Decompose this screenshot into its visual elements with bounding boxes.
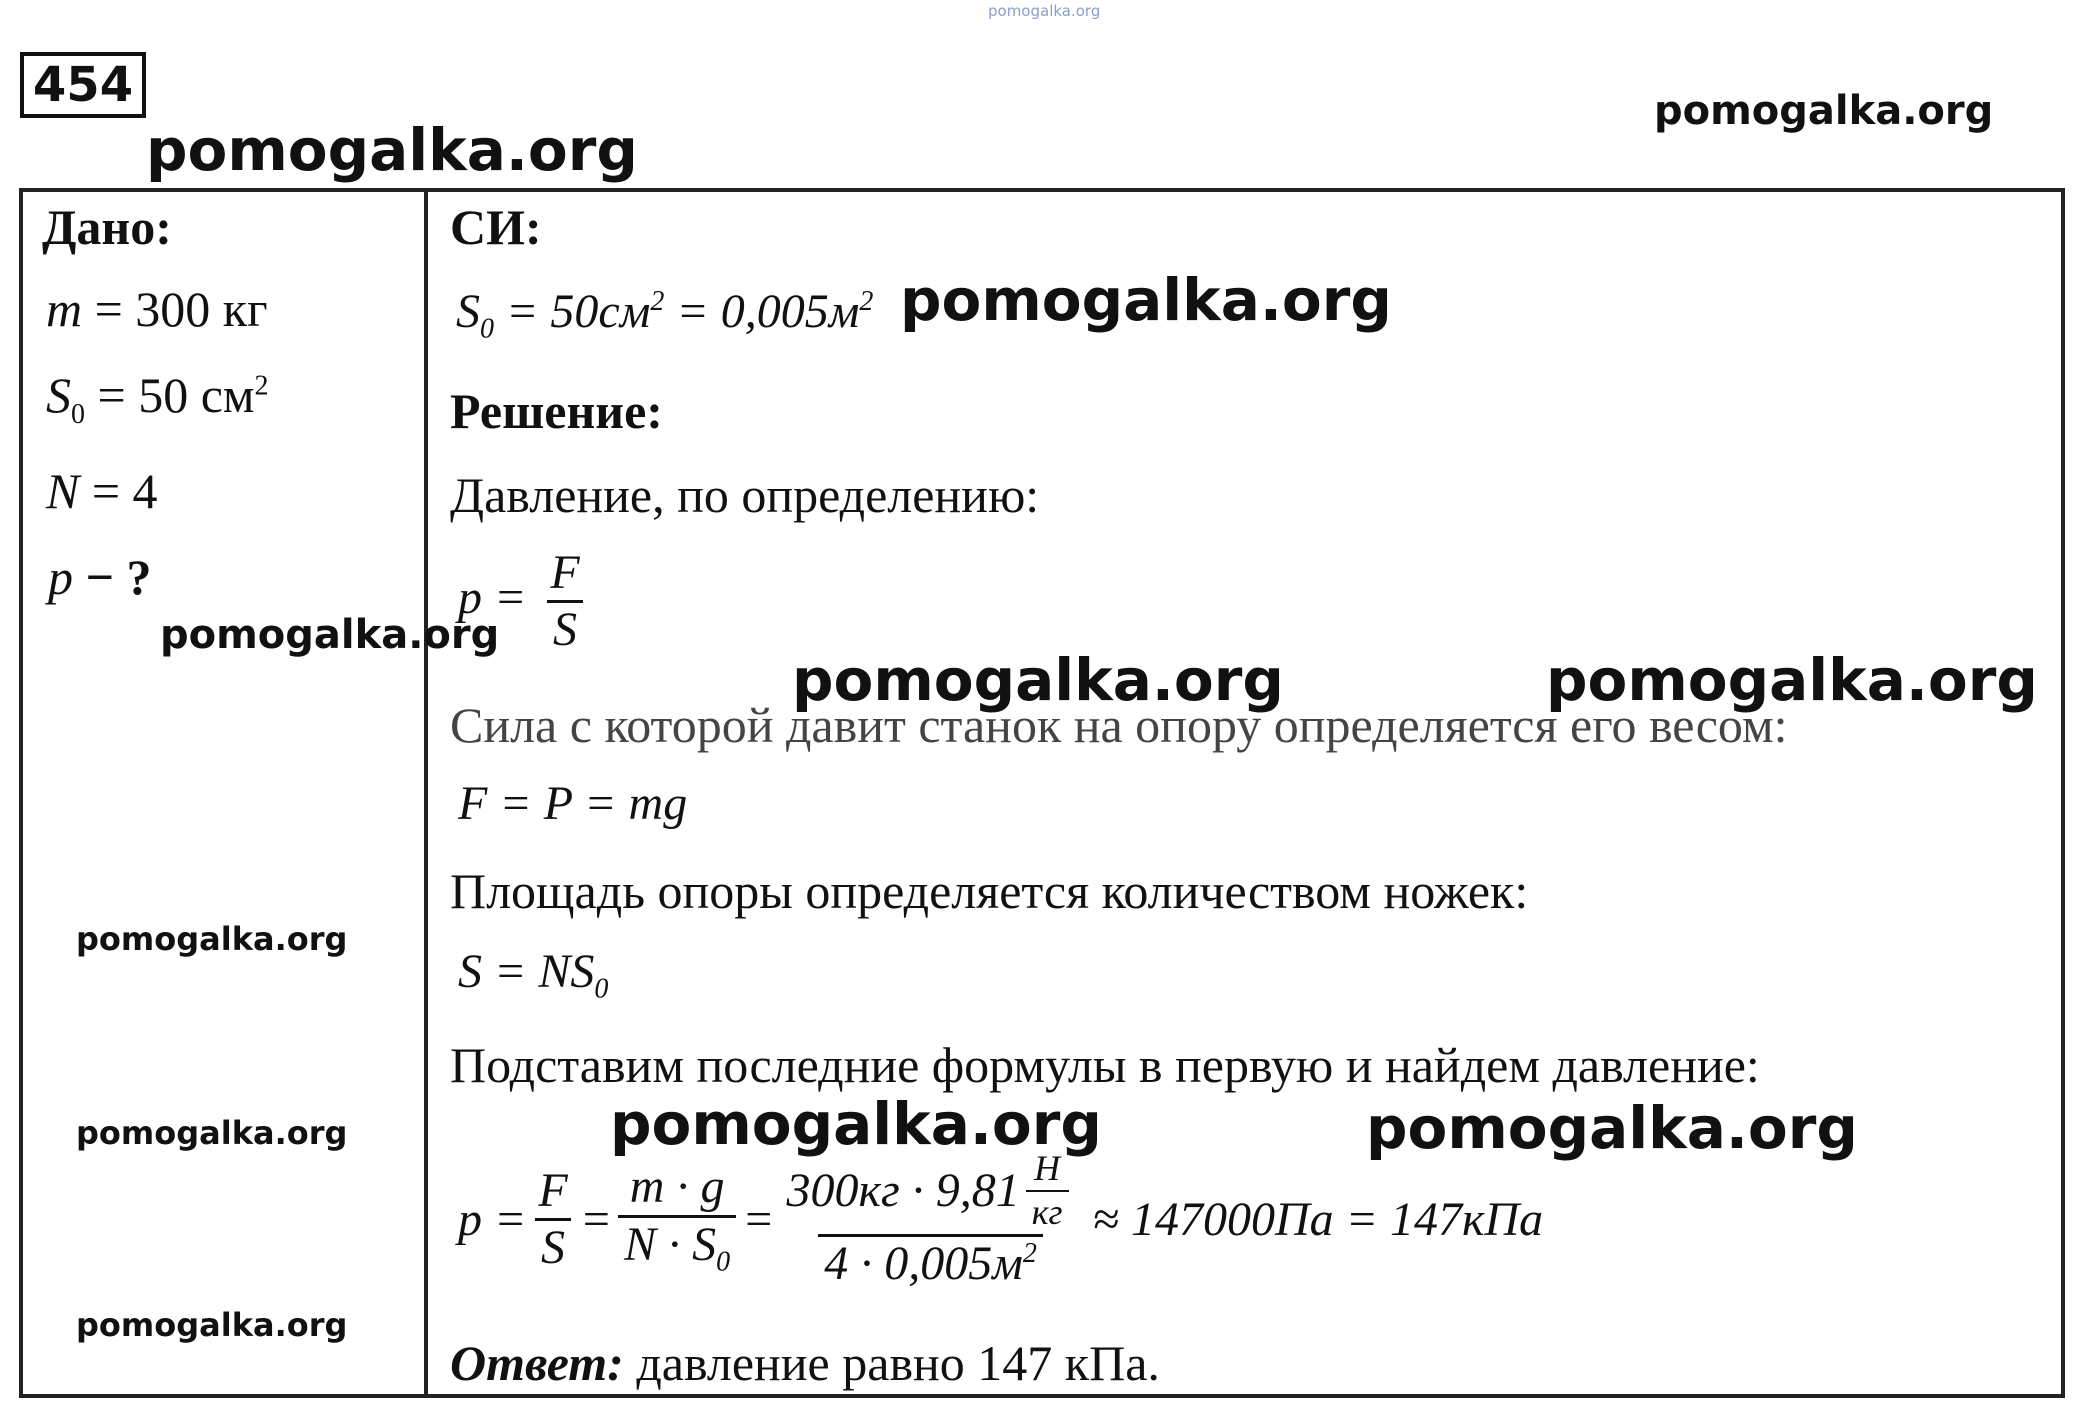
formula1-fraction [544, 548, 585, 656]
watermark-header-right: pomogalka.org [1654, 88, 1994, 134]
watermark-solution-2: pomogalka.org [1546, 646, 2038, 714]
formula-final [458, 1150, 1543, 1289]
formula1-denominator: S [547, 600, 583, 655]
formula4-f2-den-text: N · S [624, 1217, 717, 1271]
watermark-given-1: pomogalka.org [160, 612, 500, 658]
given-legs-value: = 4 [79, 463, 158, 519]
formula4-fraction-2 [618, 1162, 736, 1276]
formula4-result: ≈ 147000Па = 147кПа [1092, 1192, 1544, 1246]
given-area [46, 366, 269, 431]
formula3-text: S = NS [458, 945, 595, 998]
formula3-subscript: 0 [594, 973, 609, 1005]
solution-line-2: Сила с которой давит станок на опору определяется его весом: [450, 697, 1788, 753]
solution-line-4: Подставим последние формулы в первую и найдем давление: [450, 1037, 1760, 1093]
solution-line-3: Площадь опоры определяется количеством ножек: [450, 863, 1529, 919]
formula4-f3-den-exponent: 2 [1022, 1237, 1037, 1269]
given-heading: Дано: [42, 199, 172, 255]
formula-pressure-definition [458, 548, 592, 656]
formula4-f2-den-subscript: 0 [716, 1246, 731, 1278]
given-mass [46, 280, 268, 338]
watermark-given-3: pomogalka.org [76, 1114, 348, 1152]
watermark-top-small: pomogalka.org [988, 2, 1101, 20]
formula4-f3-unit-num: Н [1034, 1148, 1061, 1188]
watermark-header-left: pomogalka.org [146, 116, 638, 184]
given-unknown [48, 548, 152, 606]
watermark-solution-3: pomogalka.org [610, 1090, 1102, 1158]
formula4-f3-den-text: 4 · 0,005м [824, 1236, 1023, 1290]
answer-text: давление равно 147 кПа. [623, 1335, 1160, 1391]
formula4-f3-denominator [818, 1234, 1043, 1289]
formula4-fraction-3 [781, 1150, 1081, 1289]
column-divider [424, 188, 428, 1398]
formula1-lhs: p = [458, 570, 539, 624]
formula4-lhs: p = [458, 1192, 527, 1246]
watermark-given-2: pomogalka.org [76, 920, 348, 958]
formula4-fraction-1 [532, 1163, 573, 1274]
si-conversion [456, 284, 873, 346]
given-area-subscript: 0 [71, 399, 85, 430]
watermark-given-4: pomogalka.org [76, 1306, 348, 1344]
watermark-solution-4: pomogalka.org [1366, 1094, 1858, 1162]
given-legs-symbol: N [46, 463, 80, 519]
given-unknown-mark: − ? [73, 549, 152, 605]
si-value-cm: = 50см [494, 285, 651, 338]
given-area-exponent: 2 [254, 370, 269, 402]
formula4-f3-num-text: 300кг · 9,81 [786, 1163, 1020, 1217]
formula4-f1-numerator: F [538, 1163, 568, 1217]
formula4-equals-2: = [742, 1192, 775, 1246]
si-value-m: = 0,005м [664, 285, 860, 338]
si-exponent-2: 2 [859, 286, 874, 317]
formula4-f1-denominator: S [535, 1218, 571, 1273]
watermark-si: pomogalka.org [900, 266, 1392, 334]
solution-line-1: Давление, по определению: [450, 467, 1040, 523]
given-area-symbol: S [46, 367, 71, 423]
formula4-f3-unit [1026, 1150, 1069, 1232]
si-symbol: S [456, 285, 480, 338]
si-subscript: 0 [480, 313, 494, 345]
problem-number: 454 [20, 52, 146, 118]
formula-weight: F = P = mg [458, 777, 688, 830]
given-mass-symbol: m [46, 281, 83, 337]
watermark-solution-1: pomogalka.org [792, 646, 1284, 714]
answer-line [450, 1334, 1160, 1392]
solution-heading: Решение: [450, 383, 663, 439]
given-unknown-symbol: p [48, 549, 73, 605]
given-legs [46, 462, 158, 520]
formula4-f2-denominator [618, 1215, 736, 1277]
formula1-numerator: F [550, 546, 580, 599]
formula4-equals-1: = [579, 1192, 613, 1246]
si-exponent-1: 2 [650, 286, 665, 317]
formula-area [458, 944, 608, 1006]
answer-label: Ответ: [450, 1335, 624, 1391]
formula4-f3-unit-den: кг [1026, 1190, 1069, 1232]
formula4-f2-numerator: m · g [629, 1160, 725, 1214]
given-mass-value: = 300 кг [82, 281, 268, 337]
formula4-f3-numerator [781, 1150, 1081, 1234]
given-area-value: = 50 см [85, 367, 255, 423]
si-heading: СИ: [450, 199, 542, 255]
